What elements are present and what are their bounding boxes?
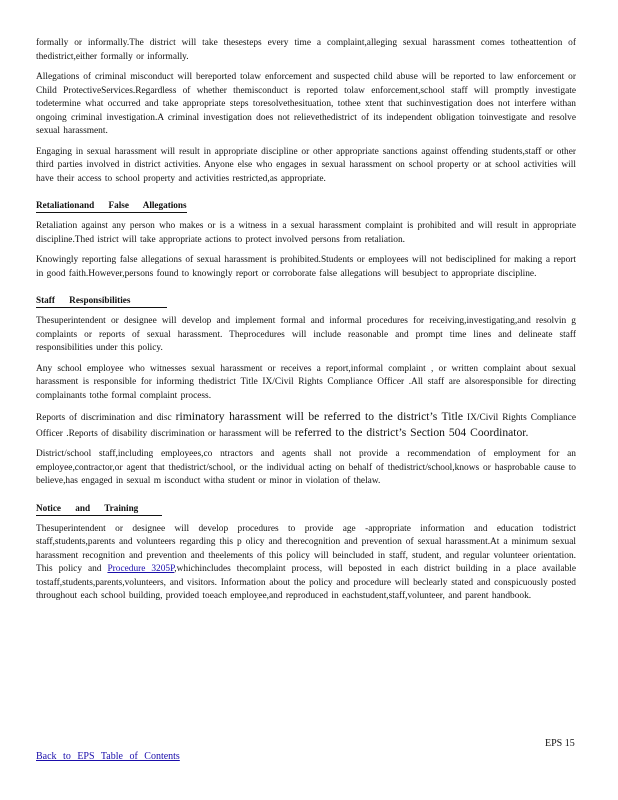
posting-text-a: This policy and (36, 564, 102, 574)
back-to-toc-link[interactable]: Back to EPS Table of Contents (36, 751, 180, 762)
heading-retaliation: Retaliationand False Allegations (36, 199, 187, 213)
page-number: EPS 15 (545, 738, 575, 749)
paragraph-training (36, 523, 576, 604)
paragraph-employee-witness: Any school employee who witnesses sexual harassment or receives a report,informal complaint , or written complaint about sexual harassment is responsible for informing thedistrict Title IX/Civil Rights Compliance Officer .All staff are alsoresponsible for directing complainants tothe formal complaint process. (36, 363, 576, 401)
training-text: Thesuperintendent or designee will develop procedures to provide age -appropriate information and education todistrict staff,students,parents and volunteers regarding this p olicy and therecognition and prevention of sexual harassment.At a minimum sexual harassment recognition and prevention and theelements of this policy will beincluded in staff, student, and regular volunteer orientation. (36, 523, 576, 561)
paragraph-false-allegations: Knowingly reporting false allegations of sexual harassment is prohibited.Students or employees will not bedisciplined for making a report in good faith.However,persons found to knowingly report or corroborate false allegations will besubject to appropriate discipline. (36, 255, 576, 279)
paragraph-recommendation: District/school staff,including employees,co ntractors and agents shall not provide a recommendation of employment for an employee,contractor,or agent that thedistrict/school, or the individual acting on behalf of thedistrict/school,knows or hasprobable cause to believe,has engaged in sexual m isconduct witha student or minor in violation of thelaw. (36, 449, 576, 486)
paragraph-discipline: Engaging in sexual harassment will result in appropriate discipline or other appropriate sanctions against offending students,staff or other third parties involved in district activities. Anyone else who engages in sexual harassment on school property or at school activities will have their access to school property and activities restricted,as appropriate. (36, 146, 576, 184)
heading-notice-training: Notice and Training (36, 502, 162, 516)
reports-text-a: Reports of discrimination and disc (36, 413, 172, 423)
reports-text-c: IX/Civil Rights Compliance Officer .Reports of disability discrimination or harassment will be (36, 413, 577, 439)
reports-text-d: referred to the district’s Section 504 Coordinator. (294, 425, 529, 439)
posting-text-b: ,whichincludes thecomplaint process, will beposted in each district building in a place available tostaff,students,parents,volunteers, and visitors. Information about the policy and procedure will beclearly stated and conspicuously posted throughout each school building, provided toeach employee,and reproduced in eachstudent,staff,volunteer, and parent handbook. (36, 564, 577, 601)
paragraph-intro: formally or informally.The district will take thesesteps every time a complaint,alleging sexual harassment comes totheattention of thedistrict,either formally or informally. (36, 38, 576, 62)
heading-staff-responsibilities: Staff Responsibilities (36, 294, 167, 308)
paragraph-criminal-misconduct: Allegations of criminal misconduct will bereported tolaw enforcement and suspected child abuse will be reported to law enforcement or Child ProtectiveServices.Regardless of whether themisconduct is reported tolaw enforcement,school staff will promptly investigate todetermine what occurred and take appropriate steps toresolvethesituation, tothee xtent that suchinvestigation does not interfere withan ongoing criminal investigation.A criminal investigation does not relievethedistrict of its independent obligation toinvestigate and resolve sexual harassment. (36, 72, 576, 136)
paragraph-procedures: Thesuperintendent or designee will develop and implement formal and informal procedures for receiving,investigating,and resolvin g complaints or reports of sexual harassment. Theprocedures will include reasonable and prompt time lines and delineate staff responsibilities under this policy. (36, 316, 576, 353)
reports-text-b: riminatory harassment will be referred to the district’s Title (175, 410, 464, 423)
paragraph-reports-discrimination (36, 410, 576, 441)
paragraph-retaliation: Retaliation against any person who makes or is a witness in a sexual harassment complaint is prohibited and will result in appropriate discipline.Thed istrict will take appropriate actions to protect involved persons from retaliation. (36, 221, 576, 245)
procedure-3205p-link[interactable]: Procedure 3205P (107, 564, 175, 574)
